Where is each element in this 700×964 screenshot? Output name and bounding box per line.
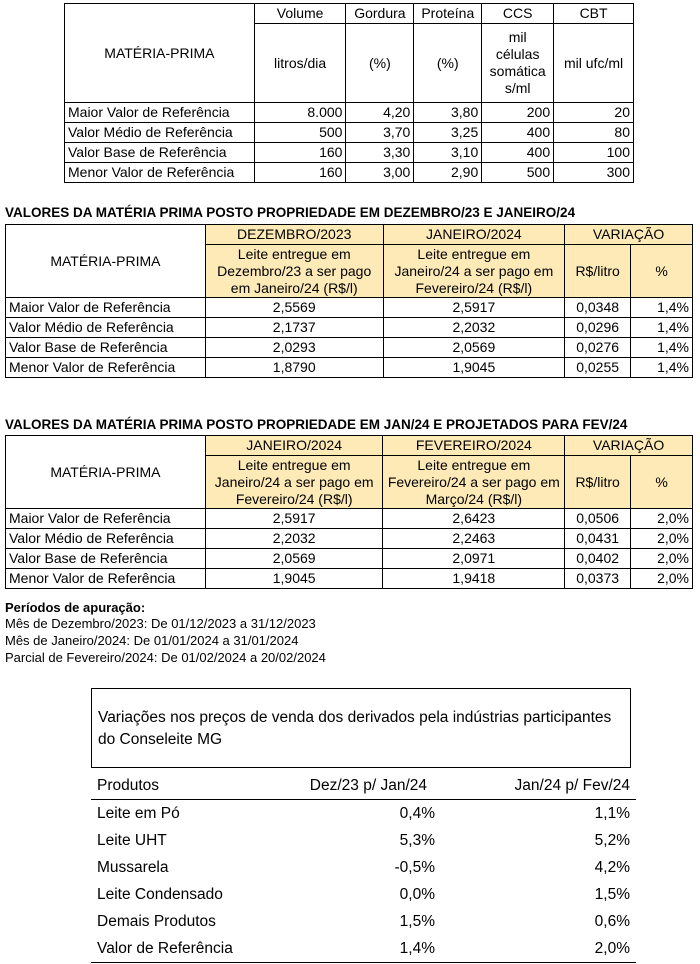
cell-value: 2,0569 [383,338,565,358]
col-name: Gordura [346,4,414,24]
col1-title: JANEIRO/2024 [205,436,383,456]
table-row [91,827,636,854]
cell-value: 3,25 [414,123,482,143]
product-name: Leite em Pó [97,805,180,822]
row-label: Valor Médio de Referência [6,318,206,338]
row-label: Menor Valor de Referência [6,358,206,378]
cell-value: 1,4% [631,318,693,338]
cell-value: 300 [554,163,634,183]
col-unit: (%) [346,24,414,103]
cell-value: 2,0% [631,509,693,529]
cell-value: 2,5917 [383,298,565,318]
table-row [91,935,636,963]
cell-value: 1,9045 [205,569,383,589]
row-label: Valor Base de Referência [65,143,255,163]
cell-value: 80 [554,123,634,143]
table-row [65,123,634,143]
table-row [91,854,636,881]
cell-value: 1,4% [276,935,441,963]
cell-value: 0,0276 [565,338,631,358]
table-row [91,881,636,908]
col-header: Dez/23 p/ Jan/24 [276,772,441,800]
cell-value: 3,00 [346,163,414,183]
cell-value: 1,4% [631,358,693,378]
col1-title: DEZEMBRO/2023 [205,225,383,245]
cell-value: 0,0431 [565,529,631,549]
var-unit-rs: R$/litro [565,456,631,509]
dec-jan-values-table [5,224,693,378]
table-row [6,549,693,569]
cell-value: 400 [482,123,554,143]
row-header: MATÉRIA-PRIMA [6,436,206,509]
cell-value: 1,9418 [383,569,565,589]
row-label: Valor Base de Referência [6,549,206,569]
var-unit-rs: R$/litro [565,245,631,298]
cell-value: -0,5% [394,859,435,876]
col2-desc: Leite entregue em Janeiro/24 a ser pago em Fevereiro/24 (R$/l) [383,245,565,298]
col2-desc: Leite entregue em Fevereiro/24 a ser pago em Março/24 (R$/l) [383,456,565,509]
cell-value: 2,0569 [205,549,383,569]
row-label: Maior Valor de Referência [65,103,255,123]
cell-value: 8.000 [254,103,346,123]
jan-feb-values-table [5,435,693,589]
cell-value: 2,5917 [205,509,383,529]
product-name: Leite UHT [97,832,167,849]
cell-value: 3,10 [414,143,482,163]
row-label: Valor Médio de Referência [6,529,206,549]
col-name: CCS [482,4,554,24]
table-row [91,800,636,828]
cell-value: 20 [554,103,634,123]
cell-value: 1,8790 [205,358,383,378]
period-line: Mês de Janeiro/2024: De 01/01/2024 a 31/01/2024 [5,633,299,648]
table-row [6,338,693,358]
product-name: Mussarela [97,859,169,876]
table-row [6,358,693,378]
table-row [65,143,634,163]
col1-desc: Leite entregue em Janeiro/24 a ser pago em Fevereiro/24 (R$/l) [205,456,383,509]
col-unit: litros/dia [254,24,346,103]
table-row [91,908,636,935]
row-label: Valor Base de Referência [6,338,206,358]
cell-value: 2,5569 [205,298,383,318]
col-unit: mil ufc/ml [554,24,634,103]
variation-title: VARIAÇÃO [565,225,693,245]
variations-caption-box: Variações nos preços de venda dos derivados pela indústrias participantes do Conseleite MG [91,688,631,768]
cell-value: 2,0% [631,529,693,549]
cell-value: 160 [254,143,346,163]
col-name: Proteína [414,4,482,24]
cell-value: 100 [554,143,634,163]
cell-value: 2,2463 [383,529,565,549]
col2-title: JANEIRO/2024 [383,225,565,245]
cell-value: 5,3% [399,832,435,849]
cell-value: 2,0293 [205,338,383,358]
row-label: Menor Valor de Referência [65,163,255,183]
cell-value: 3,70 [346,123,414,143]
cell-value: 0,0402 [565,549,631,569]
cell-value: 2,1737 [205,318,383,338]
cell-value: 2,2032 [383,318,565,338]
table-row [6,529,693,549]
col-unit: mil células somática s/ml [482,24,554,103]
table-row [65,103,634,123]
row-header: MATÉRIA-PRIMA [6,225,206,298]
col-unit: (%) [414,24,482,103]
cell-value: 2,0% [631,549,693,569]
cell-value: 0,0% [399,886,435,903]
product-variations-table [91,772,636,963]
cell-value: 2,2032 [205,529,383,549]
table3-title: VALORES DA MATÉRIA PRIMA POSTO PROPRIEDADE EM JAN/24 E PROJETADOS PARA FEV/24 [5,417,628,432]
cell-value: 2,0% [631,569,693,589]
cell-value: 0,4% [399,805,435,822]
cell-value: 200 [482,103,554,123]
period-line: Mês de Dezembro/2023: De 01/12/2023 a 31/12/2023 [5,616,316,631]
row-label: Maior Valor de Referência [6,298,206,318]
table2-title: VALORES DA MATÉRIA PRIMA POSTO PROPRIEDADE EM DEZEMBRO/23 E JANEIRO/24 [5,205,576,220]
var-unit-pct: % [631,245,693,298]
cell-value: 1,1% [594,805,630,822]
cell-value: 2,90 [414,163,482,183]
variation-title: VARIAÇÃO [565,436,693,456]
var-unit-pct: % [631,456,693,509]
table-row [6,509,693,529]
col-header: Produtos [91,772,276,800]
cell-value: 5,2% [594,832,630,849]
cell-value: 500 [254,123,346,143]
cell-value: 1,4% [631,338,693,358]
col1-desc: Leite entregue em Dezembro/23 a ser pago em Janeiro/24 (R$/l) [205,245,383,298]
col-name: Volume [254,4,346,24]
cell-value: 1,5% [399,913,435,930]
cell-value: 1,4% [631,298,693,318]
cell-value: 4,2% [594,859,630,876]
row-label: Maior Valor de Referência [6,509,206,529]
row-label: Valor Médio de Referência [65,123,255,143]
periods-title: Períodos de apuração: [5,600,146,615]
cell-value: 2,0% [441,935,636,963]
row-header: MATÉRIA-PRIMA [65,4,255,103]
row-label: Menor Valor de Referência [6,569,206,589]
col-header: Jan/24 p/ Fev/24 [441,772,636,800]
cell-value: 3,30 [346,143,414,163]
cell-value: 160 [254,163,346,183]
cell-value: 4,20 [346,103,414,123]
table-row [6,298,693,318]
cell-value: 1,9045 [383,358,565,378]
table-row [65,163,634,183]
cell-value: 1,5% [594,886,630,903]
cell-value: 0,0348 [565,298,631,318]
cell-value: 3,80 [414,103,482,123]
cell-value: 0,0506 [565,509,631,529]
cell-value: 0,0255 [565,358,631,378]
cell-value: 0,0373 [565,569,631,589]
cell-value: 500 [482,163,554,183]
cell-value: 2,6423 [383,509,565,529]
table-row [6,318,693,338]
product-name: Leite Condensado [97,886,223,903]
table-row [6,569,693,589]
cell-value: 0,0296 [565,318,631,338]
reference-parameters-table [64,3,634,183]
period-line: Parcial de Fevereiro/2024: De 01/02/2024 a 20/02/2024 [5,650,326,665]
col2-title: FEVEREIRO/2024 [383,436,565,456]
product-name: Demais Produtos [97,913,216,930]
cell-value: 0,6% [594,913,630,930]
cell-value: 400 [482,143,554,163]
product-name: Valor de Referência [91,935,276,963]
cell-value: 2,0971 [383,549,565,569]
col-name: CBT [554,4,634,24]
